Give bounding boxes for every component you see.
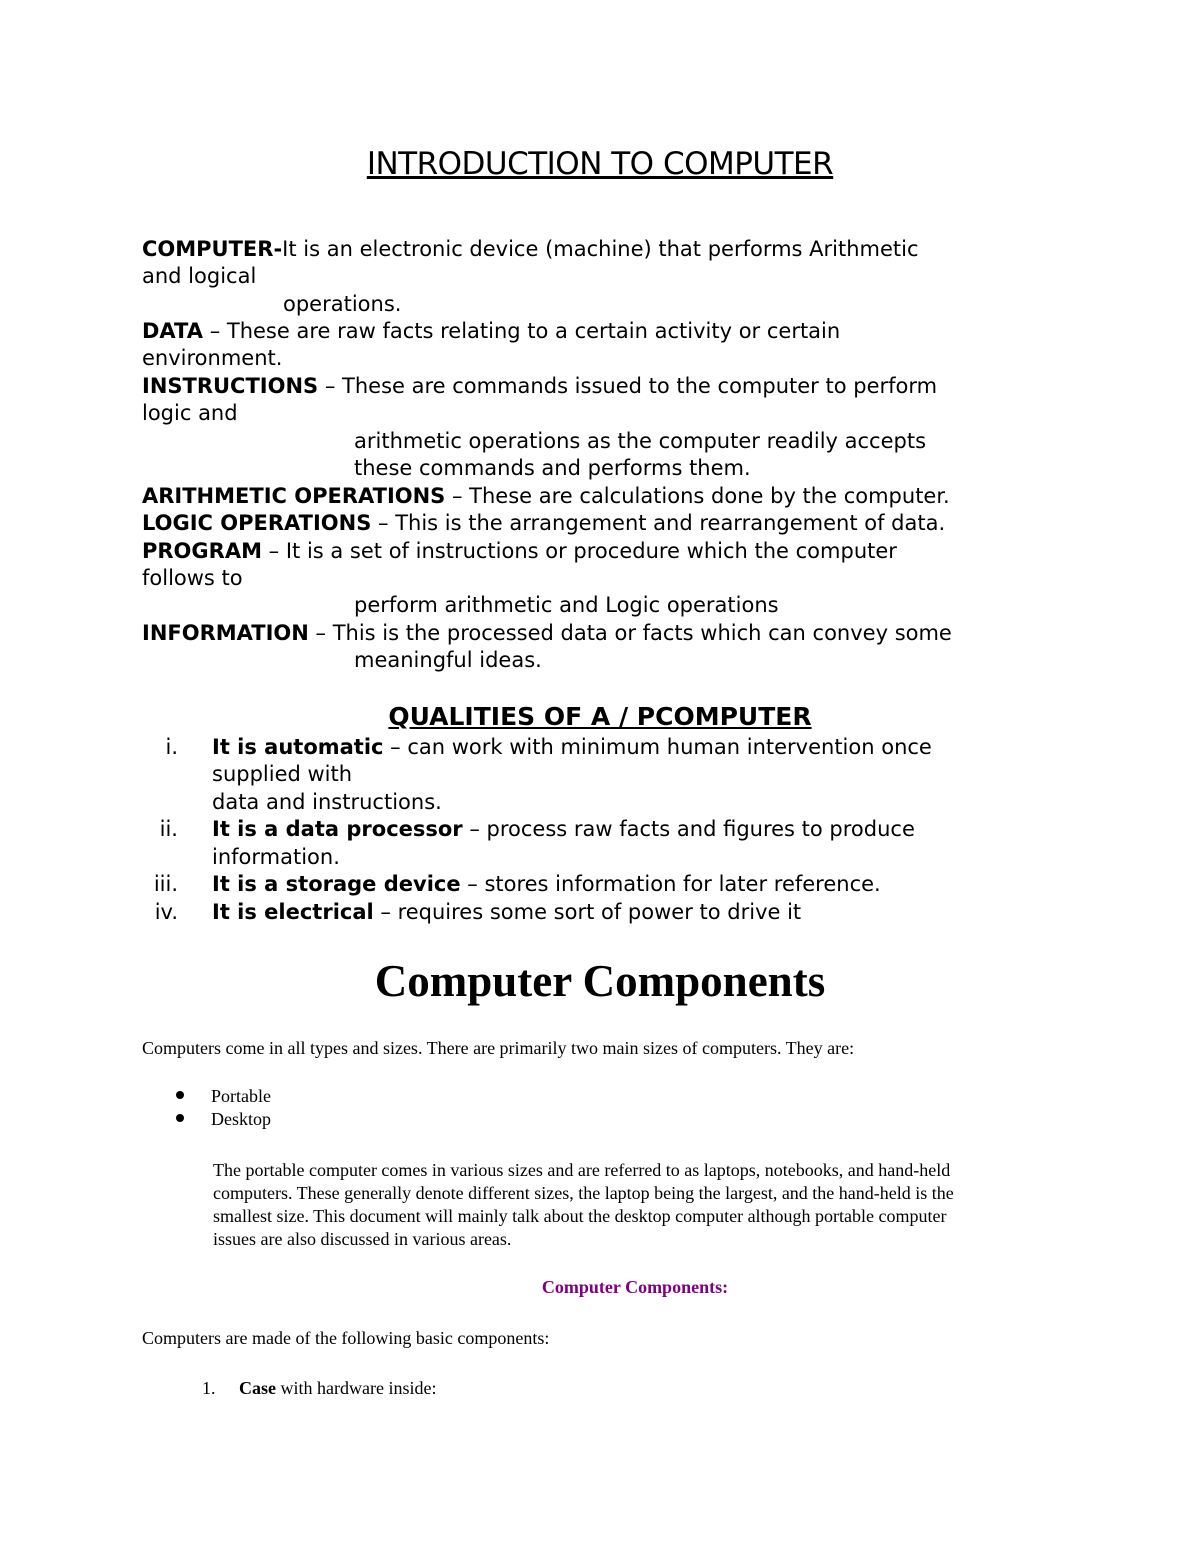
paragraph-line: issues are also discussed in various areas. bbox=[213, 1229, 512, 1249]
basic-intro: Computers are made of the following basic components: bbox=[142, 1328, 550, 1348]
components-intro: Computers come in all types and sizes. There are primarily two main sizes of computers. They are: bbox=[142, 1038, 855, 1058]
definition-cont: operations. bbox=[283, 292, 402, 316]
quality-cont: supplied with bbox=[212, 762, 353, 786]
definition-data: DATA – These are raw facts relating to a certain activity or certain bbox=[142, 319, 841, 343]
list-numeral: iv. bbox=[154, 900, 178, 924]
term-instructions: INSTRUCTIONS bbox=[142, 374, 319, 398]
list-numeral: 1. bbox=[202, 1378, 216, 1398]
component-item: Case with hardware inside: bbox=[239, 1378, 437, 1398]
bullet-icon bbox=[176, 1114, 184, 1122]
definition-cont: arithmetic operations as the computer readily accepts bbox=[354, 429, 927, 453]
quality-cont: information. bbox=[212, 845, 340, 869]
qualities-heading: QUALITIES OF A / PCOMPUTER bbox=[388, 702, 812, 731]
bullet-icon bbox=[176, 1091, 184, 1099]
definition-cont: follows to bbox=[142, 566, 243, 590]
page-title: INTRODUCTION TO COMPUTER bbox=[366, 146, 834, 182]
components-subheading: Computer Components: bbox=[541, 1277, 729, 1297]
definition-cont: meaningful ideas. bbox=[354, 648, 542, 672]
definition-cont: environment. bbox=[142, 346, 283, 370]
definition-cont: and logical bbox=[142, 264, 257, 288]
quality-item: It is automatic – can work with minimum human intervention once bbox=[212, 735, 932, 759]
definition-arithmetic: ARITHMETIC OPERATIONS – These are calculations done by the computer. bbox=[142, 484, 950, 508]
definition-instructions: INSTRUCTIONS – These are commands issued to the computer to perform bbox=[142, 374, 938, 398]
bullet-item: Desktop bbox=[211, 1109, 271, 1129]
bullet-item: Portable bbox=[211, 1086, 271, 1106]
quality-item: It is a data processor – process raw facts and figures to produce bbox=[212, 817, 915, 841]
quality-cont: data and instructions. bbox=[212, 790, 442, 814]
quality-item: It is a storage device – stores information for later reference. bbox=[212, 872, 881, 896]
definition-computer: COMPUTER-It is an electronic device (machine) that performs Arithmetic bbox=[142, 237, 919, 261]
term-computer: COMPUTER- bbox=[142, 237, 283, 261]
term-data: DATA bbox=[142, 319, 204, 343]
quality-item: It is electrical – requires some sort of power to drive it bbox=[212, 900, 802, 924]
paragraph-line: smallest size. This document will mainly talk about the desktop computer although portable computer bbox=[213, 1206, 947, 1226]
definition-cont: logic and bbox=[142, 401, 238, 425]
term-information: INFORMATION bbox=[142, 621, 309, 645]
term-arithmetic: ARITHMETIC OPERATIONS bbox=[142, 484, 446, 508]
paragraph-line: computers. These generally denote different sizes, the laptop being the largest, and the hand-held is the bbox=[213, 1183, 954, 1203]
term-program: PROGRAM bbox=[142, 539, 262, 563]
term-logic: LOGIC OPERATIONS bbox=[142, 511, 372, 535]
list-numeral: i. bbox=[165, 735, 178, 759]
list-numeral: iii. bbox=[153, 872, 178, 896]
list-numeral: ii. bbox=[159, 817, 178, 841]
definition-cont: perform arithmetic and Logic operations bbox=[354, 593, 779, 617]
paragraph-line: The portable computer comes in various sizes and are referred to as laptops, notebooks, and hand-held bbox=[213, 1160, 951, 1180]
definition-information: INFORMATION – This is the processed data or facts which can convey some bbox=[142, 621, 952, 645]
definition-logic: LOGIC OPERATIONS – This is the arrangement and rearrangement of data. bbox=[142, 511, 946, 535]
definition-cont: these commands and performs them. bbox=[354, 456, 751, 480]
components-heading: Computer Components bbox=[374, 956, 826, 1006]
definition-program: PROGRAM – It is a set of instructions or procedure which the computer bbox=[142, 539, 897, 563]
